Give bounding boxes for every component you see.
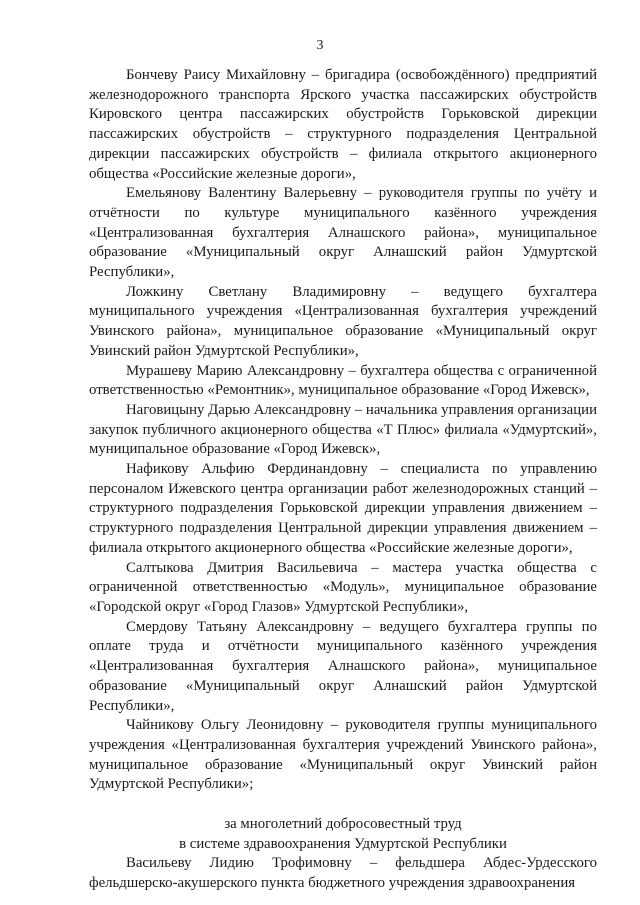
award-entry-nafikova: Нафикову Альфию Фердинандовну – специалиста по управлению персоналом Ижевского центра организации работ железнодорожных станций – структурного подразделения Горьковской дирекции управления движением – структурного подразделения Центральной дирекции управления движением – филиала открытого акционерного общества «Российские железные дороги», (89, 461, 597, 556)
award-entry-chaynikova: Чайникову Ольгу Леонидовну – руководителя группы муниципального учреждения «Централизованная бухгалтерия учреждений Увинского района», муниципальное образование «Муниципальный округ Увинский район Удмуртской Республики»; (89, 717, 597, 793)
award-entry-vasilyeva: Васильеву Лидию Трофимовну – фельдшера Абдес-Урдесского фельдшерско-акушерского пункта бюджетного учреждения здравоохранения (89, 855, 597, 892)
award-entry-murasheva: Мурашеву Марию Александровну – бухгалтера общества с ограниченной ответственностью «Ремонтник», муниципальное образование «Город Ижевск», (89, 362, 597, 399)
award-entry-boncheva: Бончеву Раису Михайловну – бригадира (освобождённого) предприятий железнодорожного транспорта Ярского участка пассажирских обустройств Кировского центра пассажирских обустройств Горьковской дирекции пассажирских обустройств – структурного подразделения Центральной дирекции пассажирских обустройств – филиала открытого акционерного общества «Российские железные дороги», (89, 67, 597, 182)
section-heading (89, 815, 597, 854)
award-entry-emelyanova: Емельянову Валентину Валерьевну – руководителя группы по учёту и отчётности по культуре муниципального казённого учреждения «Централизованная бухгалтерия Алнашского района», муниципальное образование «Муниципальный округ Алнашский район Удмуртской Республики», (89, 185, 597, 281)
award-entry-lozhkina: Ложкину Светлану Владимировну – ведущего бухгалтера муниципального учреждения «Централизованная бухгалтерия учреждений Увинского района», муниципальное образование «Муниципальный округ Увинский район Удмуртской Республики», (89, 283, 597, 359)
award-entry-nagovitsyna: Наговицыну Дарью Александровну – начальника управления организации закупок публичного акционерного общества «Т Плюс» филиала «Удмуртский», муниципальное образование «Город Ижевск», (89, 401, 597, 458)
award-entry-smerdova: Смердову Татьяну Александровну – ведущего бухгалтера группы по оплате труда и отчётности муниципального казённого учреждения «Централизованная бухгалтерия Алнашского района», муниципальное образование «Муниципальный округ Алнашский район Удмуртской Республики», (89, 618, 597, 714)
page-number: 3 (316, 38, 324, 53)
section-heading-line-2: в системе здравоохранения Удмуртской Республики (179, 835, 507, 852)
section-heading-line-1: за многолетний добросовестный труд (224, 816, 462, 833)
award-entry-saltykov: Салтыкова Дмитрия Васильевича – мастера участка общества с ограниченной ответственностью «Модуль», муниципальное образование «Городской округ «Город Глазов» Удмуртской Республики», (89, 559, 597, 615)
document-body (89, 66, 597, 894)
